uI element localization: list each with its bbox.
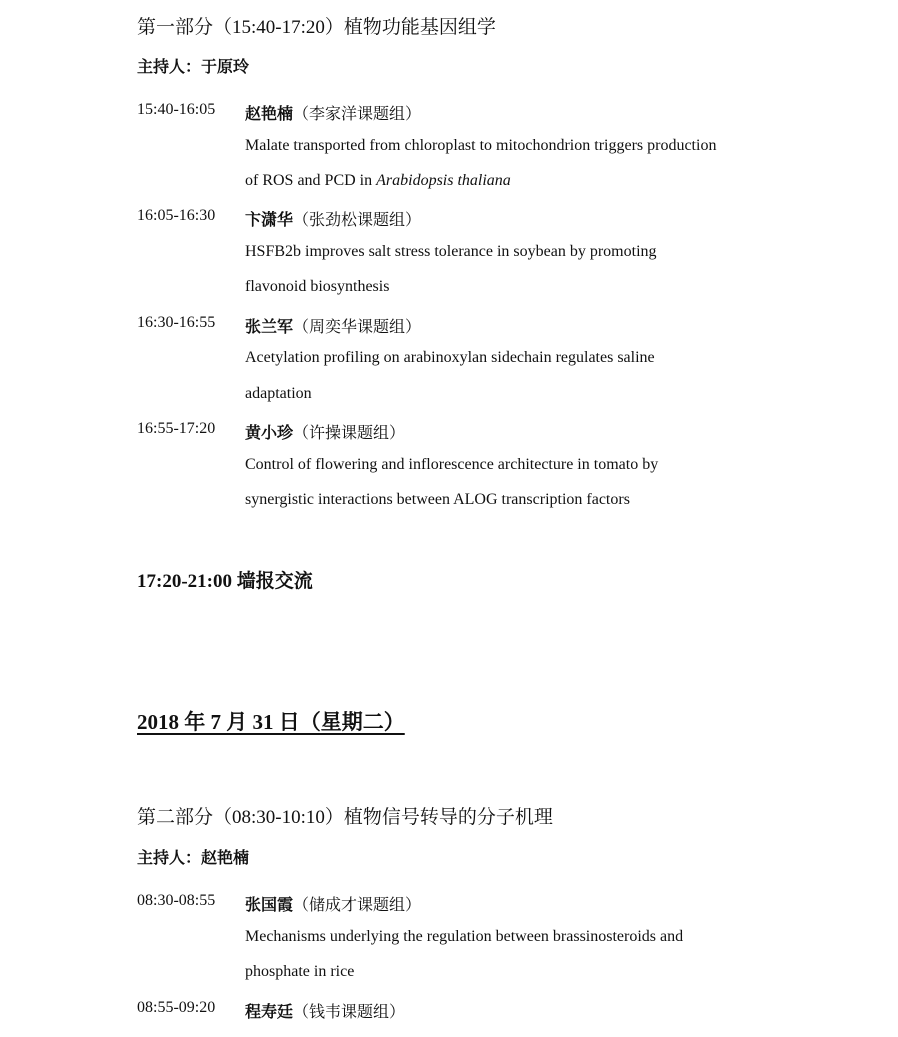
speaker-group: （钱韦课题组） — [293, 1004, 406, 1021]
date-heading: 2018 年 7 月 31 日（星期二） — [137, 710, 405, 734]
talk-speaker — [245, 207, 421, 230]
talk-title-line: adaptation — [245, 385, 312, 402]
section-2-title: 第二部分（08:30-10:10）植物信号转导的分子机理 — [137, 807, 553, 828]
talk-time: 08:55-09:20 — [137, 999, 216, 1016]
talk-speaker — [245, 892, 421, 915]
talk-time: 16:30-16:55 — [137, 314, 216, 331]
talk-time: 15:40-16:05 — [137, 101, 216, 118]
talk-time: 08:30-08:55 — [137, 892, 216, 909]
talk-time: 16:05-16:30 — [137, 207, 216, 224]
speaker-name: 张国霞 — [245, 897, 294, 914]
speaker-group: （李家洋课题组） — [293, 106, 422, 123]
talk-title-line: flavonoid biosynthesis — [245, 278, 390, 295]
speaker-group: （许操课题组） — [293, 425, 406, 442]
talk-title-text: of ROS and PCD in — [245, 172, 377, 189]
talk-title-line: Control of flowering and inflorescence architecture in tomato by — [245, 456, 659, 473]
talk-title-line: Malate transported from chloroplast to mitochondrion triggers production — [245, 137, 717, 154]
speaker-name: 卞潇华 — [245, 212, 294, 229]
talk-speaker — [245, 101, 421, 124]
talk-speaker — [245, 420, 405, 443]
speaker-name: 赵艳楠 — [245, 106, 294, 123]
talk-title-line: phosphate in rice — [245, 963, 355, 980]
talk-title-line: synergistic interactions between ALOG transcription factors — [245, 491, 630, 508]
speaker-name: 张兰军 — [245, 319, 294, 336]
talk-title-line: HSFB2b improves salt stress tolerance in soybean by promoting — [245, 243, 657, 260]
poster-session: 17:20-21:00 墙报交流 — [137, 571, 313, 592]
talk-speaker — [245, 314, 421, 337]
speaker-group: （张劲松课题组） — [293, 212, 422, 229]
talk-title-line: Mechanisms underlying the regulation between brassinosteroids and — [245, 928, 684, 945]
speaker-name: 程寿廷 — [245, 1004, 294, 1021]
section-2-host: 主持人：赵艳楠 — [137, 850, 250, 867]
talk-speaker — [245, 999, 405, 1022]
talk-time: 16:55-17:20 — [137, 420, 216, 437]
speaker-group: （储成才课题组） — [293, 897, 422, 914]
speaker-name: 黄小珍 — [245, 425, 294, 442]
section-1-host: 主持人：于原玲 — [137, 59, 250, 76]
talk-title-line — [245, 172, 511, 190]
species-name: Arabidopsis thaliana — [376, 172, 511, 189]
section-1-title: 第一部分（15:40-17:20）植物功能基因组学 — [137, 17, 496, 38]
speaker-group: （周奕华课题组） — [293, 319, 422, 336]
talk-title-line: Acetylation profiling on arabinoxylan sidechain regulates saline — [245, 349, 655, 366]
